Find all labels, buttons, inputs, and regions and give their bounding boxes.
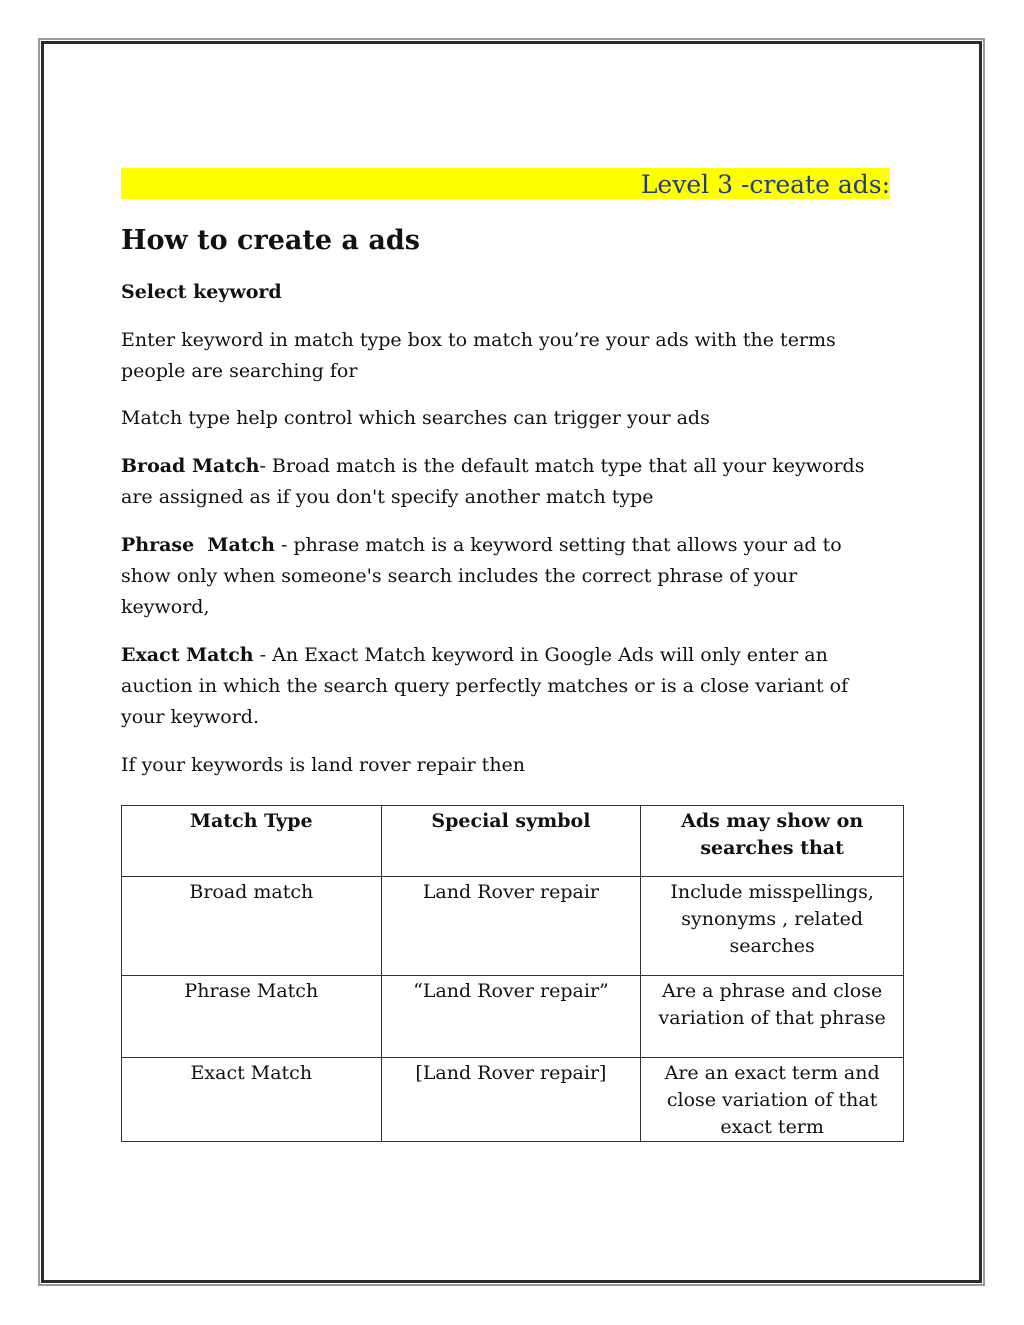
table-cell: Exact Match — [122, 1058, 382, 1142]
table-row — [122, 976, 904, 1058]
paragraph-exact-match — [121, 640, 891, 733]
section-heading-select-keyword: Select keyword — [121, 281, 282, 303]
level-heading — [121, 168, 890, 199]
table-cell: Phrase Match — [122, 976, 382, 1058]
match-type-table — [121, 805, 904, 1142]
paragraph-example-intro: If your keywords is land rover repair then — [121, 754, 526, 776]
paragraph-match-type: Match type help control which searches can trigger your ads — [121, 407, 710, 429]
table-cell: Include misspellings, synonyms , related searches — [641, 877, 904, 976]
broad-match-text: - Broad match is the default match type that all your keywords are assigned as if you don't specify another match type — [121, 455, 865, 508]
exact-match-text: - An Exact Match keyword in Google Ads will only enter an auction in which the search query perfectly matches or is a close variant of your keyword. — [121, 644, 849, 728]
phrase-match-term: Phrase Match — [121, 534, 275, 556]
table-header-row — [122, 806, 904, 877]
table-header-cell: Match Type — [122, 806, 382, 877]
exact-match-term: Exact Match — [121, 644, 254, 666]
table-cell: [Land Rover repair] — [381, 1058, 641, 1142]
document-content — [121, 168, 903, 781]
table-cell: Broad match — [122, 877, 382, 976]
broad-match-term: Broad Match — [121, 455, 260, 477]
table-header-cell: Special symbol — [381, 806, 641, 877]
paragraph-enter-keyword: Enter keyword in match type box to match you’re your ads with the terms people are searching for — [121, 329, 836, 382]
phrase-match-text: - phrase match is a keyword setting that allows your ad to show only when someone's search includes the correct phrase of your keyword, — [121, 534, 842, 618]
page-title: How to create a ads — [121, 225, 420, 256]
table-cell: Are a phrase and close variation of that phrase — [641, 976, 904, 1058]
table-cell: Are an exact term and close variation of that exact term — [641, 1058, 904, 1142]
table-cell: Land Rover repair — [381, 877, 641, 976]
table-header-cell: Ads may show on searches that — [641, 806, 904, 877]
table-row — [122, 1058, 904, 1142]
paragraph-broad-match — [121, 451, 891, 513]
table-row — [122, 877, 904, 976]
table-cell: “Land Rover repair” — [381, 976, 641, 1058]
level-heading-text: Level 3 -create ads: — [640, 170, 890, 199]
paragraph-phrase-match — [121, 530, 891, 623]
